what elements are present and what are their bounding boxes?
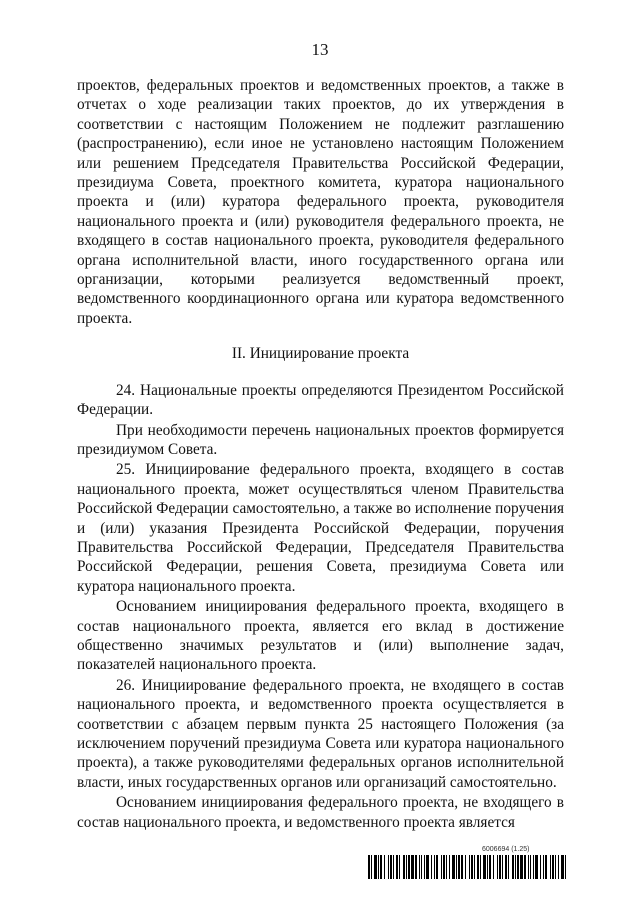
paragraph-item-24: 24. Национальные проекты определяются Президентом Российской Федерации. [77,381,564,419]
paragraph: Основанием инициирования федерального проекта, не входящего в состав национального проекта, и ведомственного проекта является [77,794,564,831]
paragraph-item-25: 25. Инициирование федерального проекта, входящего в состав национального проекта, может осуществляться членом Правительства Российской Федерации самостоятельно, а также во исполнение поручения и (или) указания Президента Российской Федерации, поручения Правительства Российской Федерации, Председателя Правительства Российской Федерации, решения Совета, президиума Совета или куратора национального проекта. [77,461,564,595]
barcode [368,855,567,879]
document-code: 6006694 (1.25) [482,846,530,853]
paragraph: При необходимости перечень национальных проектов формируется президиумом Совета. [77,421,564,458]
page-number: 13 [311,40,329,59]
paragraph-item-26: 26. Инициирование федерального проекта, не входящего в состав национального проекта, и ведомственного проекта осуществляется в соответствии с абзацем первым пункта 25 настоящего Положения (за исключением поручений президиума Совета или куратора национального проекта), а также руководителями федеральных органов исполнительной власти, иных государственных органов или организаций самостоятельно. [77,676,564,791]
section-heading: II. Инициирование проекта [231,345,410,363]
paragraph: Основанием инициирования федерального проекта, входящего в состав национального проекта, является его вклад в достижение общественно значимых результатов и (или) выполнение задач, показателей национального проекта. [77,598,564,674]
paragraph-continuation: проектов, федеральных проектов и ведомственных проектов, а также в отчетах о ходе реализации таких проектов, до их утверждения в соответствии с настоящим Положением не подлежит разглашению (распространению), если иное не установлено настоящим Положением или решением Председателя Правительства Российской Федерации, президиума Совета, проектного комитета, куратора национального проекта и (или) куратора федерального проекта, руководителя национального проекта и (или) руководителя федерального проекта, не входящего в состав национального проекта, руководителя федерального органа исполнительной власти, иного государственного органа или организации, которыми реализуется ведомственный проект, ведомственного координационного органа или куратора ведомственного проекта. [77,77,564,327]
document-body [77,76,564,832]
